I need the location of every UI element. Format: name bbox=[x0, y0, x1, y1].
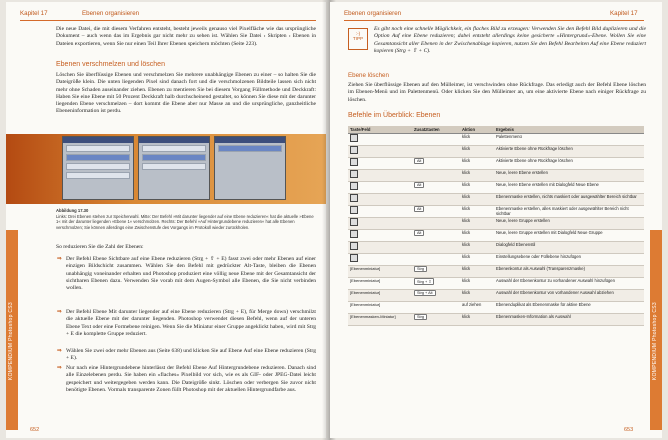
table-row bbox=[348, 206, 644, 218]
key-label: Strg bbox=[414, 314, 427, 320]
table-row bbox=[348, 146, 644, 158]
cell-field: [Ebenenmasken-Miniatur] bbox=[348, 314, 412, 326]
cell-result: Neue, leere Gruppe erstellen bbox=[494, 218, 644, 230]
cell-modifier bbox=[412, 230, 460, 242]
cell-field bbox=[348, 242, 412, 254]
cell-result: Ebenenmaske erstellen, alles maskiert oder ausgewählter Bereich nicht sichtbar bbox=[494, 206, 644, 218]
cell-field: [Ebenenminiatur] bbox=[348, 278, 412, 290]
cell-action: klick bbox=[460, 134, 494, 146]
table-row bbox=[348, 182, 644, 194]
cell-field bbox=[348, 146, 412, 158]
cell-modifier bbox=[412, 206, 460, 218]
side-tab-text: KOMPENDIUM Photoshop CS3 bbox=[652, 302, 658, 381]
table-row bbox=[348, 230, 644, 242]
key-label: Strg bbox=[414, 266, 427, 272]
table-row bbox=[348, 290, 644, 302]
palette-button-icon bbox=[350, 158, 358, 166]
cell-action: klick bbox=[460, 230, 494, 242]
cell-field bbox=[348, 206, 412, 218]
cell-modifier bbox=[412, 218, 460, 230]
tip-label: TIPP bbox=[352, 36, 364, 41]
cell-result: Ebenenmasken-Information als Auswahl bbox=[494, 314, 644, 326]
header-rule bbox=[344, 20, 644, 21]
cell-result: Auswahl der Ebenenkontur zu vorhandener Auswahl hinzufügen bbox=[494, 278, 644, 290]
cell-modifier bbox=[412, 242, 460, 254]
key-label: Strg + ⇧ bbox=[414, 278, 434, 285]
arrow-icon: ⇒ bbox=[57, 348, 62, 354]
column-header: Ergebnis bbox=[494, 126, 644, 134]
cell-result: Auswahl der Ebenenkontur von vorhandener Auswahl abziehen bbox=[494, 290, 644, 302]
running-header: Ebenen organisieren bbox=[344, 10, 402, 17]
table-row bbox=[348, 134, 644, 146]
cell-action: klick bbox=[460, 194, 494, 206]
table-row bbox=[348, 278, 644, 290]
key-label: Alt bbox=[414, 206, 424, 212]
figure-caption bbox=[56, 208, 318, 230]
cell-action: klick bbox=[460, 146, 494, 158]
section-paragraph: Löschen Sie überflüssige Ebenen und verschmelzen Sie mehrere unabhängige Ebenen zu einer – so halten Sie die Dateigröße klein. Die unten liegenden Pixel sind danach fort und die verschmolzenen Bildteile lassen sich nicht mehr ohne Schaden auseinander ziehen. Ebenen zu mentieren Sie bei diesem Vorgang Füllmethode und Deckkraft: Haben Sie eine Ebene mit 50 Prozent Deckkraft halb durchscheinend gestaltet, so können Sie diese mit der darunter liegenden Ebene verschmelzen – dort kommt die Ebene aber nur Masse an und die ursprüngliche, ganzheitliche Ebeneninformation ist perdu. bbox=[56, 72, 316, 115]
page-number: 653 bbox=[624, 427, 634, 433]
bullet-item: ⇒ Nur nach eine Hintergrundebene hinterlässt der Befehl Ebene Auf Hintergrundebene reduzieren. Danach sind alle Einzelebenen perdu. Sie haben ein »flaches« Pixelbild vor sich, wie es als GIF- oder JPEG-Datei leicht gespeichert und weitergegeben werden kann. Die Dateigröße sinkt. Löschen oder verbergen Sie zuvor nicht benötigte Ebenen. Vormals transparente Zonen füllt Photoshop mit der aktuellen Hintergrundfarbe aus. bbox=[57, 365, 316, 393]
layers-palette-screenshot-1 bbox=[62, 136, 134, 200]
cell-modifier bbox=[412, 278, 460, 290]
intro-paragraph: Die neue Datei, die mit diesem Verfahren entsteht, besteht jeweils genauso viel Pixelfläche wie das ursprüngliche Dokument – auch wenn das im Ergebnis gar nicht mehr zu sehen ist. Wählen Sie Datei › Skripten › Ebenen in Dateien exportieren, wenn Sie nur einen Teil Ihrer Ebenen speichern möchten (Seite 223). bbox=[56, 26, 316, 47]
bullet-item: ⇒ Der Befehl Ebene Sichtbare auf eine Ebene reduzieren (Strg + ⇧ + E) fasst zwei oder mehr Ebenen auf einer einzigen Bildschicht zusammen. Wählen Sie den Befehl mit gedrückter Alt-Taste, bleiben die Ebenen unabhängig voneinander erhalten und Photoshop produziert eine völlig neue Ebene mit der Gesamtansicht der sichtbaren Ebenen dazu. Verwenden Sie vorab mit dem Augen-Symbol alle Ebenen, die Sie nicht verbinden wollen. bbox=[57, 256, 316, 292]
cell-modifier bbox=[412, 182, 460, 194]
table-title: Befehle im Überblick: Ebenen bbox=[348, 112, 441, 119]
cell-result: Ebenenduplikat als Ebenenmaske für aktive Ebene bbox=[494, 302, 644, 314]
page-number: 652 bbox=[30, 427, 40, 433]
tip-paragraph: Es gibt noch eine schnelle Möglichkeit, ein flaches Bild zu erzeugen: Verwenden Sie den Befehl Bild duplizieren und die Option Auf eine Ebene reduzieren; dabei entsteht allerdings keine gesicherte »Hintergrund«-Ebene. Wollen Sie eine Gesamtansicht aller Ebenen in der Zwischenablage kopieren, nutzen Sie den Befehl Bearbeiten Auf eine Ebene reduziert kopieren (Strg + ⇧ + C). bbox=[374, 26, 646, 54]
cell-action: klick bbox=[460, 266, 494, 278]
key-label: Alt bbox=[414, 182, 424, 188]
cell-modifier bbox=[412, 170, 460, 182]
palette-button-icon bbox=[350, 146, 358, 154]
table-row bbox=[348, 218, 644, 230]
table-row bbox=[348, 254, 644, 266]
palette-button-icon bbox=[350, 218, 358, 226]
commands-table bbox=[348, 126, 644, 326]
cell-modifier bbox=[412, 194, 460, 206]
caption-text: Links: Drei Ebenen stehen zur Speicherwahl. Mitte: Der Befehl »Mit darunter liegender auf eine Ebene reduzieren« hat die aktuelle »Ebene 1« mit der darunter liegenden »Ebene 1« verschmolzen. Rechts: Der Befehl »Auf Hintergrundebene reduzieren« hat alle Ebenen verschmolzen; Sie können allerdings eine Zwischenstufe des Vorgangs im Protokoll wieder zurückholen. bbox=[56, 213, 314, 230]
table-row bbox=[348, 194, 644, 206]
cell-modifier bbox=[412, 254, 460, 266]
table-row bbox=[348, 266, 644, 278]
subsection-heading: Ebene löschen bbox=[348, 72, 389, 79]
cell-result: Einstellungsebene oder Füllebene hinzufügen bbox=[494, 254, 644, 266]
cell-result: Ebenenmaske erstellen, nichts maskiert oder ausgewählter Bereich sichtbar bbox=[494, 194, 644, 206]
header-rule bbox=[20, 20, 316, 21]
layers-palette-screenshot-2 bbox=[138, 136, 210, 200]
cell-field bbox=[348, 230, 412, 242]
cell-result: Neue, leere Ebene erstellen bbox=[494, 170, 644, 182]
cell-field bbox=[348, 194, 412, 206]
layers-palette-screenshot-3 bbox=[214, 136, 286, 200]
table-row bbox=[348, 302, 644, 314]
table-row bbox=[348, 170, 644, 182]
palette-button-icon bbox=[350, 206, 358, 214]
table-row bbox=[348, 158, 644, 170]
cell-field bbox=[348, 158, 412, 170]
cell-field: [Ebenenminiatur] bbox=[348, 302, 412, 314]
caption-label: Abbildung 17.30 bbox=[56, 208, 89, 213]
side-tab-text: KOMPENDIUM Photoshop CS3 bbox=[8, 302, 14, 381]
column-header: Taste/Feld bbox=[348, 126, 412, 134]
running-header: Ebenen organisieren bbox=[82, 10, 140, 17]
cell-result: Neue, leere Ebene erstellen mit Dialogfeld Neue Ebene bbox=[494, 182, 644, 194]
cell-result: Dialogfeld Ebenenstil bbox=[494, 242, 644, 254]
cell-field: [Ebenenminiatur] bbox=[348, 266, 412, 278]
palette-button-icon bbox=[350, 230, 358, 238]
cell-result: Ebenenkontur als Auswahl (Transparenzmaske) bbox=[494, 266, 644, 278]
key-label: Alt bbox=[414, 158, 424, 164]
palette-button-icon bbox=[350, 170, 358, 178]
bullet-item: ⇒ Wählen Sie zwei oder mehr Ebenen aus (Seite 638) und klicken Sie auf Ebene Auf eine Ebene reduzieren (Strg + E). bbox=[57, 348, 316, 362]
cell-field bbox=[348, 134, 412, 146]
cell-action: klick bbox=[460, 278, 494, 290]
cell-modifier bbox=[412, 314, 460, 326]
cell-field: [Ebenenminiatur] bbox=[348, 290, 412, 302]
cell-result: Palettenmenü bbox=[494, 134, 644, 146]
cell-modifier bbox=[412, 290, 460, 302]
table-row bbox=[348, 242, 644, 254]
chapter-label: Kapitel 17 bbox=[610, 10, 638, 17]
cell-action: klick bbox=[460, 206, 494, 218]
cell-modifier bbox=[412, 146, 460, 158]
cell-modifier bbox=[412, 158, 460, 170]
cell-result: Aktivierte Ebene ohne Rückfrage löschen bbox=[494, 146, 644, 158]
cell-action: auf ziehen bbox=[460, 302, 494, 314]
cell-field bbox=[348, 254, 412, 266]
palette-button-icon bbox=[350, 242, 358, 250]
palette-button-icon bbox=[350, 254, 358, 262]
column-header: Zusatztasten bbox=[412, 126, 460, 134]
cell-field bbox=[348, 218, 412, 230]
cell-action: klick bbox=[460, 218, 494, 230]
cell-action: klick bbox=[460, 158, 494, 170]
bullet-item: ⇒ Der Befehl Ebene Mit darunter liegender auf eine Ebene reduzieren (Strg + E), für Merge down) verschmilzt die aktuelle Ebene mit der darunter liegenden. Photoshop verwendet diesen Befehl, wenn auf der unteren Ebene Text oder eine Formebene reinigen. Wenn Sie die Miniatur einer Gruppe angeklickt haben, wird mit Strg + E die komplette Gruppe reduziert. bbox=[57, 309, 316, 337]
bullets-intro: So reduzieren Sie die Zahl der Ebenen: bbox=[56, 244, 144, 250]
tip-icon: :-) TIPP bbox=[348, 28, 368, 50]
cell-action: klick bbox=[460, 290, 494, 302]
right-page bbox=[330, 2, 662, 438]
key-label: Strg + Alt bbox=[414, 290, 436, 296]
palette-button-icon bbox=[350, 134, 358, 142]
cell-field bbox=[348, 182, 412, 194]
cell-field bbox=[348, 170, 412, 182]
cell-action: klick bbox=[460, 182, 494, 194]
cell-action: klick bbox=[460, 314, 494, 326]
section-heading: Ebenen verschmelzen und löschen bbox=[56, 61, 165, 68]
palette-button-icon bbox=[350, 182, 358, 190]
arrow-icon: ⇒ bbox=[57, 365, 62, 371]
column-header: Aktion bbox=[460, 126, 494, 134]
chapter-label: Kapitel 17 bbox=[20, 10, 48, 17]
cell-action: klick bbox=[460, 170, 494, 182]
cell-action: klick bbox=[460, 254, 494, 266]
cell-result: Neue, leere Gruppe erstellen mit Dialogfeld Neue Gruppe bbox=[494, 230, 644, 242]
subsection-paragraph: Ziehen Sie überflüssige Ebenen auf den Mülleimer, ist verschwinden ohne Rückfrage. Das erledigt auch der Befehl Ebene löschen im Ebenen-Menü und im Palettenmenü. Oder klicken Sie den Mülleimer an, um eine aktivierte Ebene nach einiger Rückfrage zu löschen. bbox=[348, 82, 646, 103]
arrow-icon: ⇒ bbox=[57, 256, 62, 262]
arrow-icon: ⇒ bbox=[57, 309, 62, 315]
table-row bbox=[348, 314, 644, 326]
left-page bbox=[6, 2, 326, 438]
cell-modifier bbox=[412, 302, 460, 314]
cell-modifier bbox=[412, 134, 460, 146]
palette-button-icon bbox=[350, 194, 358, 202]
cell-result: Aktivierte Ebene ohne Rückfrage löschen bbox=[494, 158, 644, 170]
cell-modifier bbox=[412, 266, 460, 278]
cell-action: klick bbox=[460, 242, 494, 254]
key-label: Alt bbox=[414, 230, 424, 236]
